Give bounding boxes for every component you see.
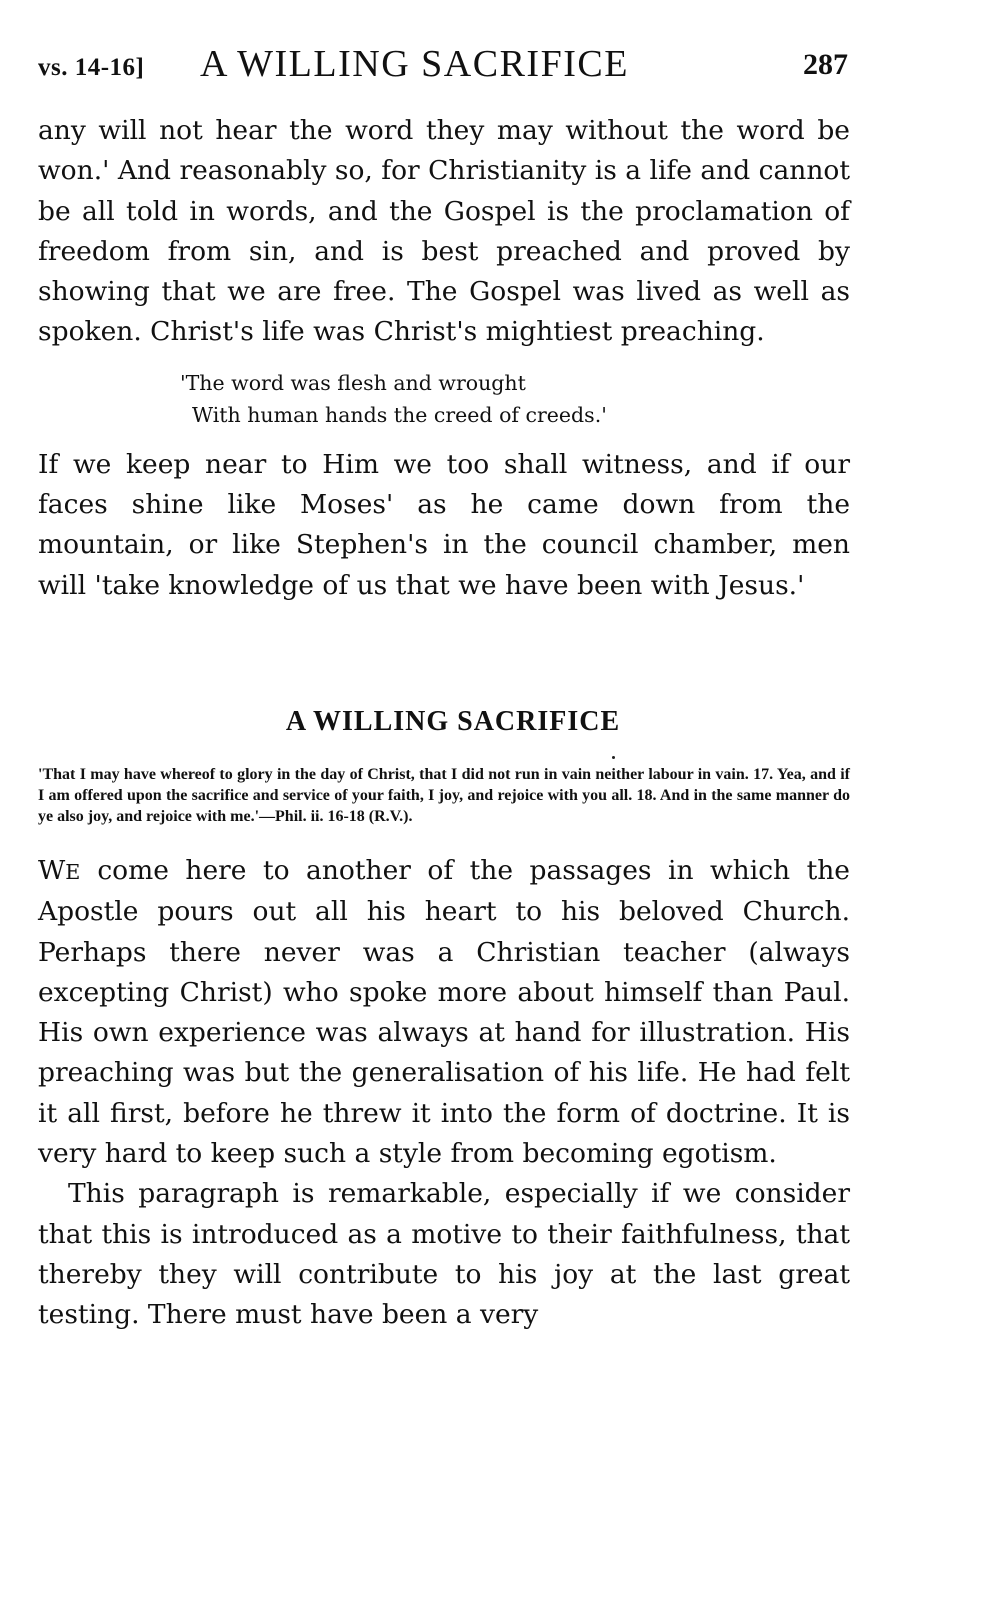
continued-paragraph: any will not hear the word they may without the word be won.' And reasonably so, for Christianity is a life and cannot be all told in words, and the Gospel is the proclamation of freedom from sin, and is best preached and proved by showing that we are free. The Gospel was lived as well as spoken. Christ's life was Christ's mightiest preaching. bbox=[38, 115, 850, 348]
dropcap-initial: W bbox=[38, 854, 66, 886]
verse-reference: vs. 14-16] bbox=[38, 54, 145, 81]
page-number: 287 bbox=[803, 48, 848, 81]
epigraph-text: 'That I may have whereof to glory in the day of Christ, that I did not run in vain neither labour in vain. 17. Yea, and if I am offered upon the sacrifice and service of your faith, I joy, and rejoice with you all. 18. And in the same manner do ye also joy, and rejoice with me.' bbox=[38, 765, 850, 825]
quote-line-2: With human hands the creed of creeds.' bbox=[192, 402, 607, 427]
running-head bbox=[38, 40, 850, 92]
body-paragraph-2: This paragraph is remarkable, especially if we consider that this is introduced as a motive to their faithfulness, that thereby they will contribute to his joy at the last great testing. There must have been a very bbox=[38, 1178, 850, 1331]
dropcap-rest: E bbox=[65, 859, 81, 884]
epigraph bbox=[38, 764, 850, 827]
paragraph-1-text: come here to another of the passages in which the Apostle pours out all his heart to his beloved Church. Perhaps there never was a Christian teacher (always excepting Christ) who spoke more about himself than Paul. His own experience was always at hand for illustration. His preaching was but the generalisation of his life. He had felt it all first, before he threw it into the form of doctrine. It is very hard to keep such a style from becoming egotism. bbox=[38, 854, 850, 1170]
body-paragraph-1 bbox=[38, 851, 850, 1174]
running-title: A WILLING SACRIFICE bbox=[200, 43, 629, 85]
epigraph-citation: —Phil. ii. 16-18 (R.V.). bbox=[259, 807, 413, 825]
book-page bbox=[38, 40, 850, 1336]
closing-paragraph: If we keep near to Him we too shall witness, and if our faces shine like Moses' as he came down from the mountain, or like Stephen's in the council chamber, men will 'take knowledge of us that we have been with Jesus.' bbox=[38, 448, 850, 601]
verse-quote bbox=[38, 367, 850, 431]
stray-print-mark bbox=[612, 756, 615, 759]
quote-line-1: 'The word was flesh and wrought bbox=[180, 370, 526, 395]
section-heading: A WILLING SACRIFICE bbox=[285, 705, 621, 737]
